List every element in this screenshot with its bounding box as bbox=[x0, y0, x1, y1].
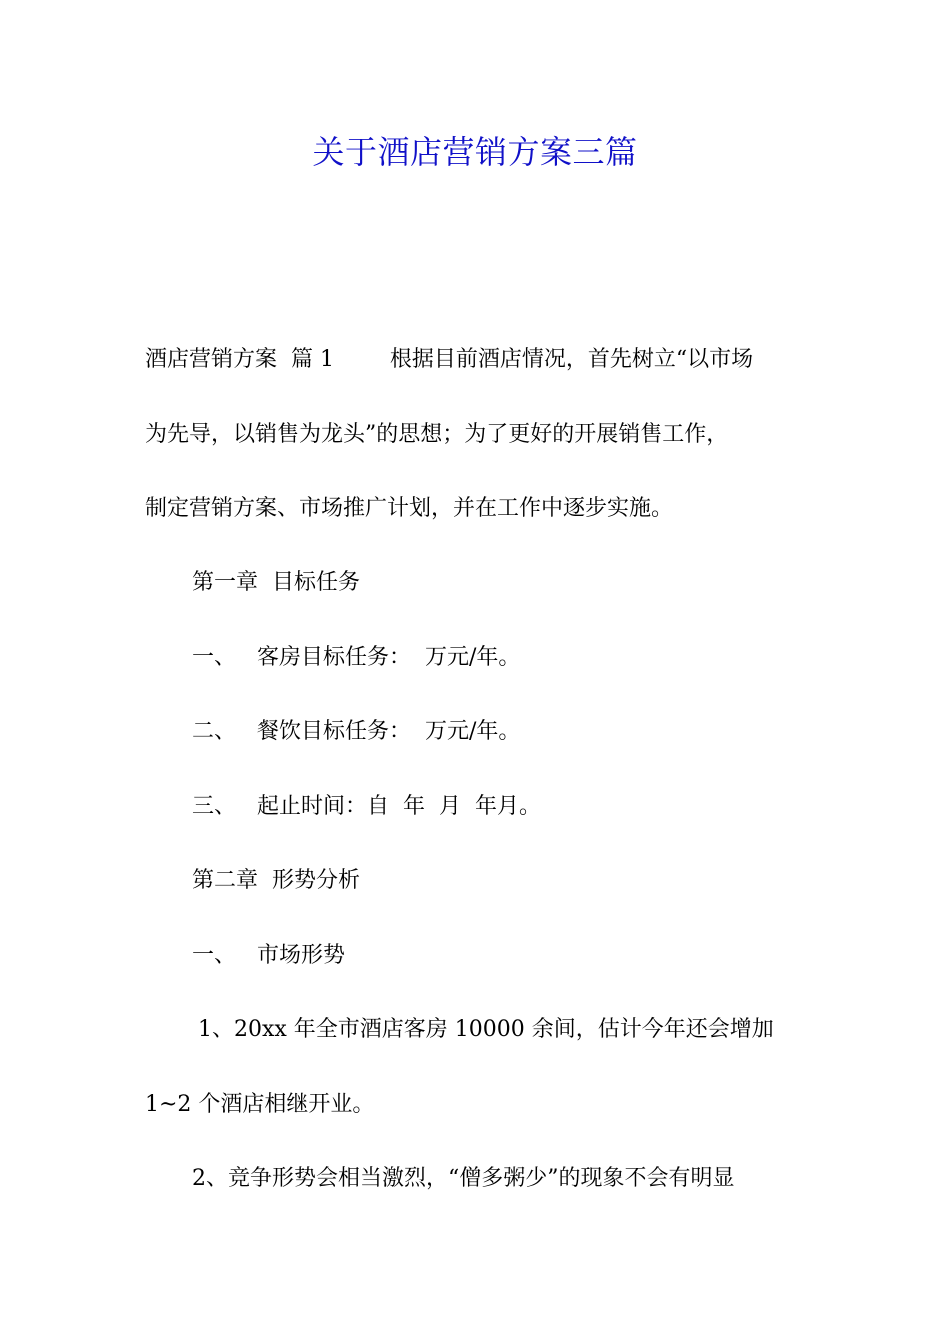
paragraph-line-1: 酒店营销方案 篇 1 根据目前酒店情况，首先树立“以市场 bbox=[145, 347, 754, 372]
list-item-4: 一、 市场形势 bbox=[192, 943, 345, 968]
paragraph-line-3: 制定营销方案、市场推广计划，并在工作中逐步实施。 bbox=[145, 496, 674, 521]
paragraph-line-5: 1~2 个酒店相继开业。 bbox=[145, 1092, 375, 1117]
list-item-2: 二、 餐饮目标任务： 万元/年。 bbox=[192, 719, 521, 744]
list-item-3: 三、 起止时间：自 年 月 年月。 bbox=[192, 794, 541, 819]
paragraph-line-6: 2、竞争形势会相当激烈，“僧多粥少”的现象不会有明显 bbox=[192, 1166, 735, 1191]
paragraph-line-4: 1、20xx 年全市酒店客房 10000 余间，估计今年还会增加 bbox=[198, 1017, 774, 1042]
chapter-heading-2: 第二章 形势分析 bbox=[192, 868, 360, 893]
list-item-1: 一、 客房目标任务： 万元/年。 bbox=[192, 645, 521, 670]
paragraph-line-2: 为先导，以销售为龙头”的思想；为了更好的开展销售工作， bbox=[145, 422, 729, 447]
chapter-heading-1: 第一章 目标任务 bbox=[192, 570, 360, 595]
document-title: 关于酒店营销方案三篇 bbox=[312, 133, 638, 171]
